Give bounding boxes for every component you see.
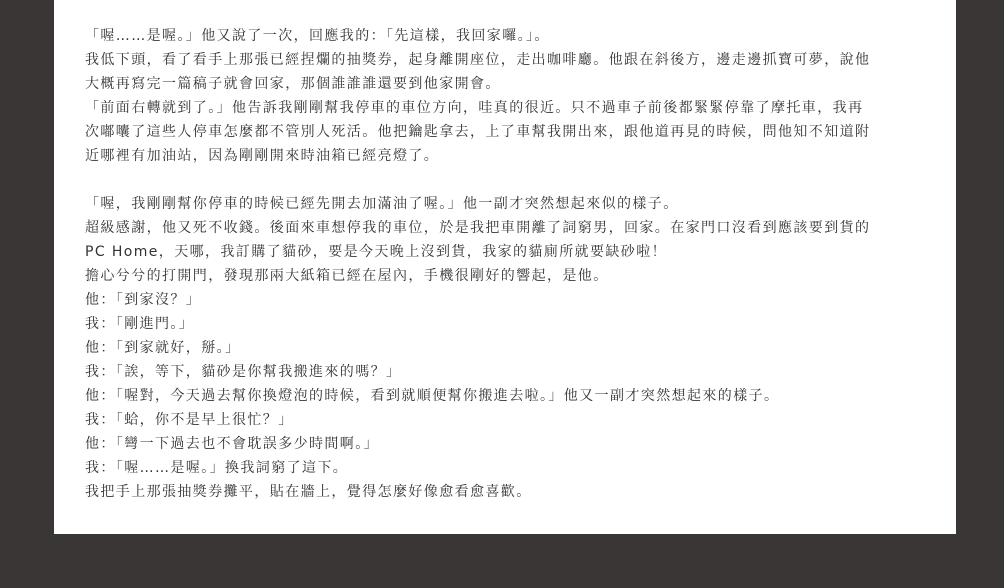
dialogue-line: 我：「剛進門。」: [85, 316, 195, 332]
dialogue-line: 他：「喔對，今天過去幫你換燈泡的時候，看到就順便幫你搬進去啦。」他又一副才突然想起來的樣子。: [85, 388, 780, 404]
dialogue-line: 他：「到家就好，掰。」: [85, 340, 241, 356]
dialogue-line: 我：「喔……是喔。」換我詞窮了這下。: [85, 460, 349, 476]
paragraph-line: 我低下頭，看了看手上那張已經捏爛的抽獎券，起身離開座位，走出咖啡廳。他跟在斜後方，邊走邊抓寶可夢，說他: [85, 52, 871, 68]
paragraph-line: 大概再寫完一篇稿子就會回家，那個誰誰誰還要到他家開會。: [85, 76, 501, 92]
dialogue-line: 我：「誒，等下，貓砂是你幫我搬進來的嗎？」: [85, 364, 402, 380]
dialogue-line: 他：「彎一下過去也不會耽誤多少時間啊。」: [85, 436, 379, 452]
paragraph-line: 次嘟囔了這些人停車怎麼都不管別人死活。他把鑰匙拿去，上了車幫我開出來，跟他道再見的時候，問他知不知道附: [85, 124, 871, 140]
paragraph-line: 擔心兮兮的打開門，發現那兩大紙箱已經在屋內，手機很剛好的響起，是他。: [85, 268, 609, 284]
dialogue-line: 他：「到家沒？」: [85, 292, 202, 308]
paragraph-line: 「喔，我剛剛幫你停車的時候已經先開去加滿油了喔。」他一副才突然想起來似的樣子。: [85, 196, 679, 212]
paragraph-line: PC Home，天哪，我訂購了貓砂，要是今天晚上沒到貨，我家的貓廁所就要缺砂啦！: [85, 244, 668, 260]
paragraph-line: 近哪裡有加油站，因為剛剛開來時油箱已經亮燈了。: [85, 148, 440, 164]
dialogue-line: 我：「蛤，你不是早上很忙？」: [85, 412, 294, 428]
paragraph-line: 「前面右轉就到了。」他告訴我剛剛幫我停車的車位方向，哇真的很近。只不過車子前後都緊緊停靠了摩托車，我再: [85, 100, 864, 116]
paragraph-line: 超級感謝，他又死不收錢。後面來車想停我的車位，於是我把車開離了詞窮男，回家。在家門口沒看到應該要到貨的: [85, 220, 871, 236]
article-page: [54, 0, 956, 534]
paragraph-spacer: [85, 168, 921, 192]
article-body: [85, 24, 921, 504]
paragraph-line: 「喔……是喔。」他又說了一次，回應我的：「先這樣，我回家囉。」。: [85, 28, 550, 44]
paragraph-line: 我把手上那張抽獎券攤平，貼在牆上，覺得怎麼好像愈看愈喜歡。: [85, 484, 532, 500]
